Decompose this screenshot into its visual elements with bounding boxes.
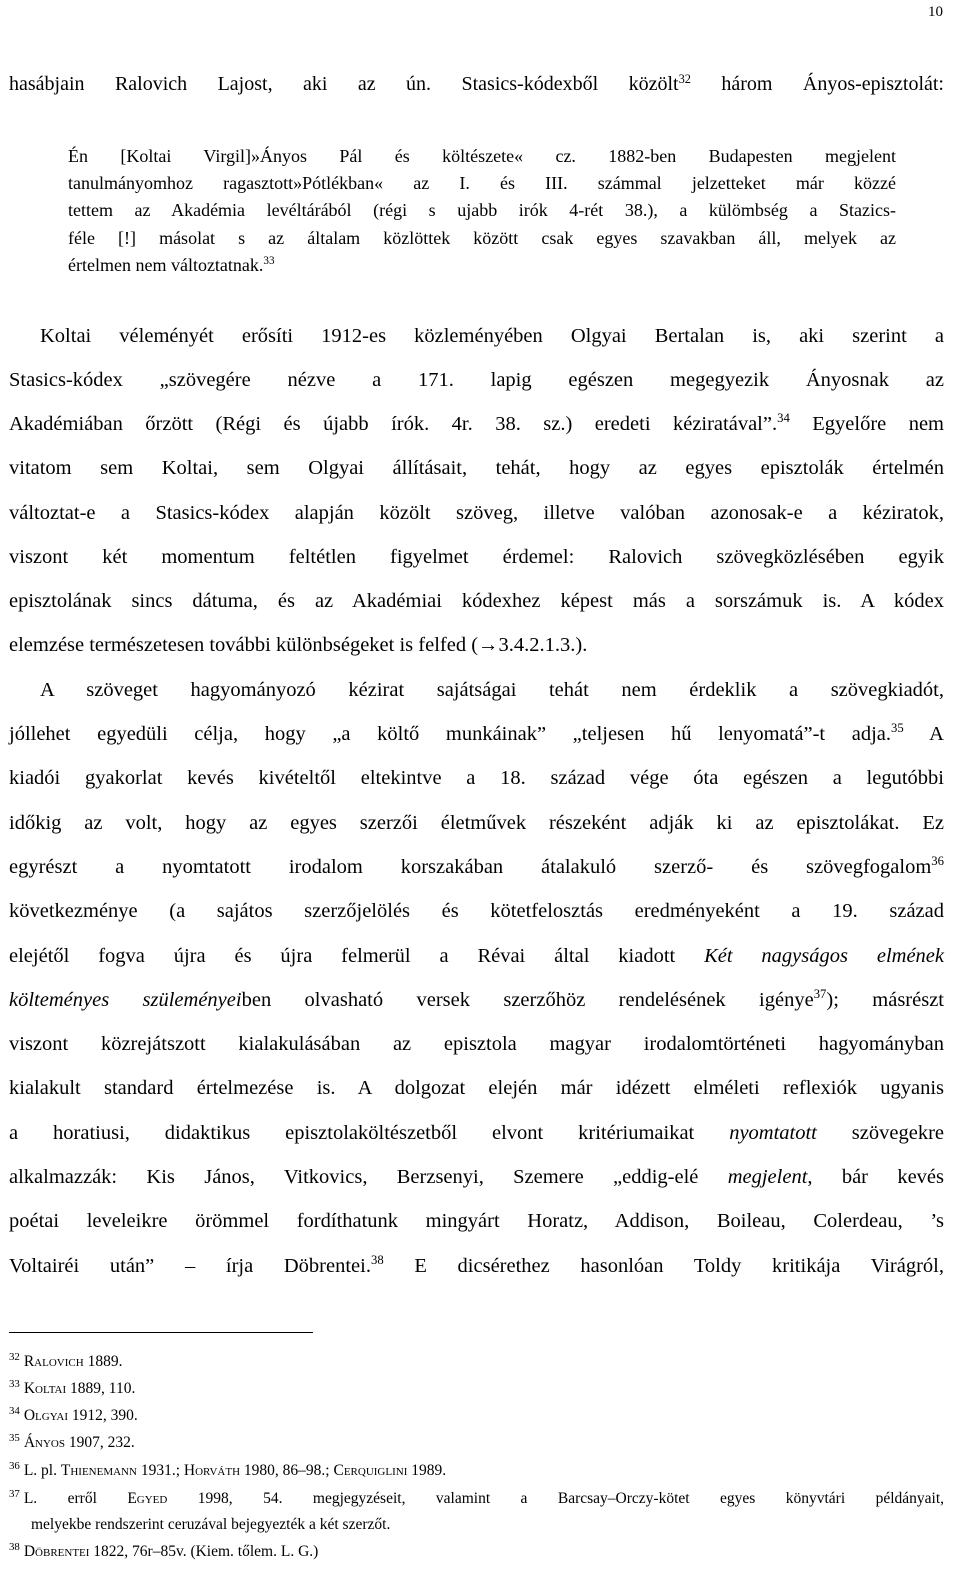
p2-line-11-end: szövegekre: [816, 1122, 944, 1144]
footnote-ref-34: 34: [777, 411, 790, 426]
p2-line-9: viszont közrejátszott kialakulásában az episztola magyar irodalomtörténeti hagyományban: [9, 1033, 944, 1055]
quote-line-3: tettem az Akadémia levéltárából (régi s ujabb irók 4-rét 38.), a külömbség a Stazics-: [68, 200, 896, 220]
footnote-ref-36: 36: [931, 854, 944, 869]
footnote-text: 1931.;: [136, 1462, 184, 1479]
quote-last-text: értelmen nem változtatnak.: [68, 255, 264, 275]
footnote-33: [9, 1378, 944, 1397]
italic-word: nyomtatott: [729, 1122, 817, 1144]
intro-text: hasábjain Ralovich Lajost, aki az ún. Stasics-kódexből közölt: [9, 73, 679, 95]
footnote-text: 1980, 86–98.;: [240, 1462, 334, 1479]
author-name: Koltai: [23, 1380, 67, 1397]
footnote-number: 38: [9, 1541, 20, 1554]
p2-line-2: [9, 721, 944, 745]
p2-line-11: [9, 1123, 944, 1144]
p1-line-6: viszont két momentum feltétlen figyelmet érdemel: Ralovich szövegközlésében egyik: [9, 546, 944, 568]
p2-line-3: kiadói gyakorlat kevés kivételtől eltekintve a 18. század vége óta egészen a legutóbbi: [9, 767, 944, 789]
footnote-38: [9, 1541, 944, 1560]
p2-line-8-end: ); másrészt: [826, 989, 944, 1011]
quote-line-2: tanulmányomhoz ragasztott»Pótlékban« az I. és III. számmal jelzetteket már közzé: [68, 173, 896, 193]
footnote-36: [9, 1460, 944, 1479]
author-name: Döbrentei: [23, 1543, 90, 1560]
footnote-number: 34: [9, 1405, 20, 1418]
page-number: 10: [928, 4, 943, 20]
p2-line-12: [9, 1167, 944, 1188]
quote-line-5: [68, 256, 896, 274]
intro-line: [9, 71, 944, 95]
p1-line-7: episztolának sincs dátuma, és az Akadémiai kódexhez képest más a sorszámuk is. A kódex: [9, 590, 944, 612]
p2-line-10: kialakult standard értelmezése is. A dolgozat elején már idézett elméleti reflexiók ugyanis: [9, 1077, 944, 1099]
author-name: Horváth: [183, 1462, 241, 1479]
p2-line-8: [9, 987, 944, 1011]
p1-line-3-text: Akadémiában őrzött (Régi és újabb írók. 4r. 38. sz.) eredeti kéziratával”.: [9, 413, 778, 435]
footnote-number: 32: [9, 1351, 20, 1364]
footnote-number: 37: [9, 1488, 20, 1501]
footnote-35: [9, 1432, 944, 1451]
quote-line-4: féle [!] másolat s az általam közlöttek között csak egyes szavakban áll, melyek az: [68, 228, 896, 248]
footnote-text: 1889.: [83, 1353, 123, 1370]
author-name: Ralovich: [23, 1353, 84, 1370]
p2-line-4: időkig az volt, hogy az egyes szerzői életművek részeként adják ki az episztolákat. Ez: [9, 812, 944, 834]
footnote-text: 1998, 54. megjegyzéseit, valamint a Barcsay–Orczy-kötet egyes könyvtári példányait,: [167, 1490, 944, 1507]
p1-line-2: Stasics-kódex „szövegére nézve a 171. lapig egészen megegyezik Ányosnak az: [9, 369, 944, 391]
book-title-italic-cont: költeményes szüleményei: [9, 989, 242, 1011]
p2-line-5: [9, 854, 944, 878]
p2-line-8-text: ben olvasható versek szerzőhöz rendelésének igénye: [241, 989, 814, 1011]
footnote-34: [9, 1405, 944, 1424]
footnote-32: [9, 1351, 944, 1370]
footnote-number: 33: [9, 1378, 20, 1391]
footnote-ref-32: 32: [678, 71, 691, 86]
p1-line-8: elemzése természetesen további különbségeket is felfed (→3.4.2.1.3.).: [9, 634, 588, 656]
footnote-ref-37: 37: [813, 987, 827, 1002]
p1-line-3: [9, 411, 945, 435]
p2-line-13: poétai leveleikre örömmel fordíthatunk mingyárt Horatz, Addison, Boileau, Colerdeau, ’s: [9, 1210, 944, 1232]
author-name: Ányos: [23, 1434, 65, 1451]
footnote-37-continued: melyekbe rendszerint ceruzával bejegyezték a két szerzőt.: [31, 1516, 391, 1533]
quote-line-1: Én [Koltai Virgil]»Ányos Pál és költészete« cz. 1882-ben Budapesten megjelent: [68, 146, 896, 166]
footnote-number: 36: [9, 1460, 20, 1473]
footnote-text: 1889, 110.: [66, 1380, 136, 1397]
p1-line-3-end: Egyelőre nem: [789, 413, 945, 435]
author-name: Thienemann: [60, 1462, 137, 1479]
p2-line-11-text: a horatiusi, didaktikus episztolaköltészetből elvont kritériumaikat: [9, 1122, 730, 1144]
p2-line-7: [9, 946, 944, 967]
p2-line-12-end: , bár kevés: [807, 1166, 944, 1188]
p1-line-1: Koltai véleményét erősíti 1912-es közleményében Olgyai Bertalan is, aki szerint a: [40, 325, 944, 347]
footnote-text: L. pl.: [23, 1462, 61, 1479]
p2-line-7-text: elejétől fogva újra és újra felmerül a Révai által kiadott: [9, 945, 705, 967]
footnote-number: 35: [9, 1432, 20, 1445]
p2-line-14-end: E dicsérethez hasonlóan Toldy kritikája Virágról,: [383, 1255, 944, 1277]
footnote-text: L. erről: [23, 1490, 128, 1507]
p1-line-5: változtat-e a Stasics-kódex alapján közölt szöveg, illetve valóban azonosak-e a kéziratok,: [9, 502, 944, 524]
p2-line-1: A szöveget hagyományozó kézirat sajátságai tehát nem érdeklik a szövegkiadót,: [40, 679, 944, 701]
author-name: Olgyai: [23, 1407, 69, 1424]
footnote-separator: [9, 1332, 313, 1333]
footnote-ref-33: 33: [263, 255, 275, 268]
footnote-text: 1822, 76r–85v. (Kiem. tőlem. L. G.): [89, 1543, 319, 1560]
p2-line-2-end: A: [903, 723, 944, 745]
p2-line-14-text: Voltairéi után” – írja Döbrentei.: [9, 1255, 371, 1277]
italic-word: megjelent: [727, 1166, 808, 1188]
footnote-text: 1907, 232.: [65, 1434, 135, 1451]
footnote-ref-35: 35: [891, 721, 904, 736]
p1-line-4: vitatom sem Koltai, sem Olgyai állításait, tehát, hogy az egyes episztolák értelmén: [9, 457, 944, 479]
footnote-text: 1912, 390.: [68, 1407, 138, 1424]
author-name: Egyed: [127, 1490, 168, 1507]
footnote-ref-38: 38: [370, 1253, 384, 1268]
p2-line-2-text: jóllehet egyedüli célja, hogy „a költő munkáinak” „teljesen hű lenyomatá”-t adja.: [9, 723, 891, 745]
p2-line-6: következménye (a sajátos szerzőjelölés és kötetfelosztás eredményeként a 19. század: [9, 900, 944, 922]
book-title-italic: Két nagyságos elmének: [704, 945, 944, 967]
author-name: Cerquiglini: [333, 1462, 408, 1479]
footnote-text: 1989.: [407, 1462, 447, 1479]
p2-line-14: [9, 1253, 944, 1277]
p2-line-12-text: alkalmazzák: Kis János, Vitkovics, Berzsenyi, Szemere „eddig-elé: [9, 1166, 728, 1188]
footnote-37: [9, 1488, 944, 1507]
p2-line-5-text: egyrészt a nyomtatott irodalom korszakában átalakuló szerző- és szövegfogalom: [9, 856, 932, 878]
intro-text-end: három Ányos-episztolát:: [690, 73, 944, 95]
